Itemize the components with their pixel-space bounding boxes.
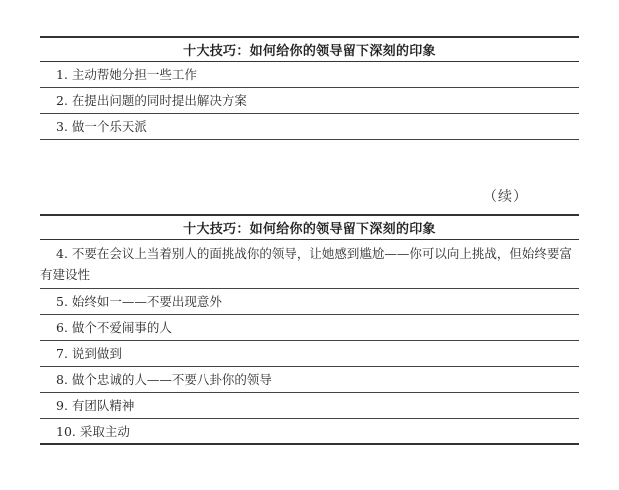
table-row: 3. 做一个乐天派 [40, 114, 579, 140]
table-row: 6. 做个不爱闹事的人 [40, 315, 579, 341]
table-row: 1. 主动帮她分担一些工作 [40, 62, 579, 88]
table-row: 7. 说到做到 [40, 341, 579, 367]
tips-table-part-2 [40, 214, 579, 445]
table-row: 8. 做个忠诚的人——不要八卦你的领导 [40, 367, 579, 393]
continued-label: （续） [483, 189, 528, 205]
table-row: 4. 不要在会议上当着别人的面挑战你的领导，让她感到尴尬——你可以向上挑战，但始终要富有建设性 [40, 240, 579, 289]
table-row: 2. 在提出问题的同时提出解决方案 [40, 88, 579, 114]
table-title: 十大技巧：如何给你的领导留下深刻的印象 [40, 214, 579, 240]
table-row: 5. 始终如一——不要出现意外 [40, 289, 579, 315]
table-row: 10. 采取主动 [40, 419, 579, 445]
table-row: 9. 有团队精神 [40, 393, 579, 419]
tips-table-part-1 [40, 36, 579, 140]
table-title: 十大技巧：如何给你的领导留下深刻的印象 [40, 36, 579, 62]
